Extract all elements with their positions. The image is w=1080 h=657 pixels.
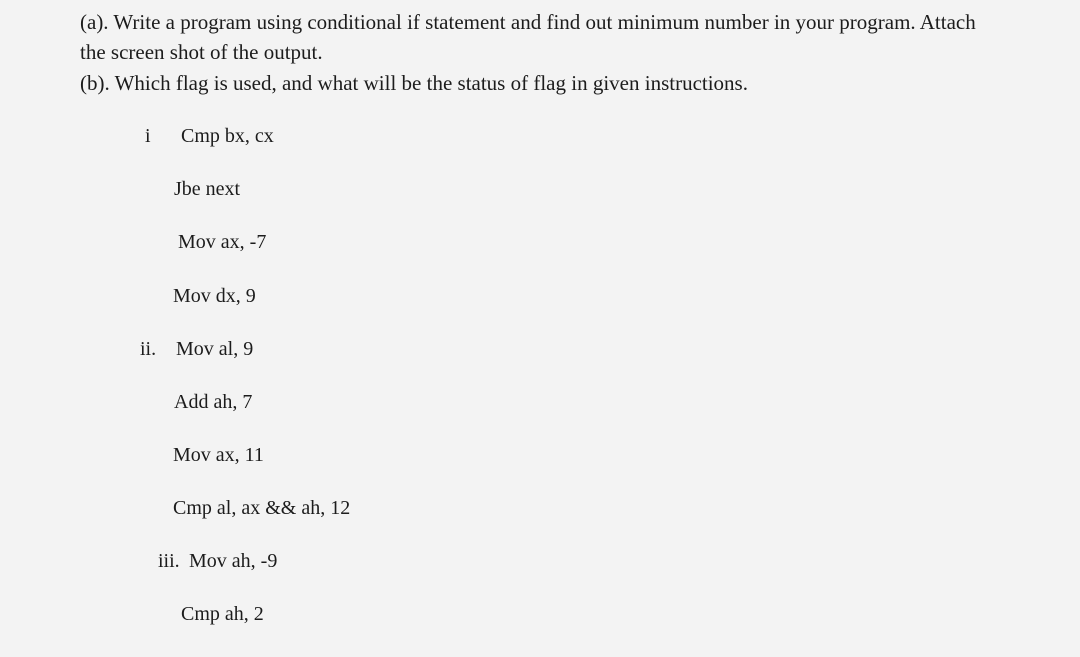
item-iii-line-1: Mov ah, -9 <box>189 550 278 572</box>
item-ii-line-2: Add ah, 7 <box>174 391 253 413</box>
item-ii-line-1: Mov al, 9 <box>176 338 254 360</box>
item-ii-line-3: Mov ax, 11 <box>173 444 264 466</box>
item-iii-line-2: Cmp ah, 2 <box>181 603 264 625</box>
item-i-line-3: Mov ax, -7 <box>178 231 267 253</box>
question-a: (a). Write a program using conditional if statement and find out minimum number in your program. Attach the screen shot of the output. <box>80 10 976 64</box>
item-i-marker: i <box>145 125 151 147</box>
item-i-line-4: Mov dx, 9 <box>173 285 256 307</box>
question-b: (b). Which flag is used, and what will be the status of flag in given instructions. <box>80 71 748 95</box>
item-ii-marker: ii. <box>140 338 157 360</box>
item-i-line-2: Jbe next <box>174 178 241 200</box>
item-iii-marker: iii. <box>158 550 180 572</box>
item-i-line-1: Cmp bx, cx <box>181 125 274 147</box>
item-ii-line-4: Cmp al, ax && ah, 12 <box>173 497 351 519</box>
